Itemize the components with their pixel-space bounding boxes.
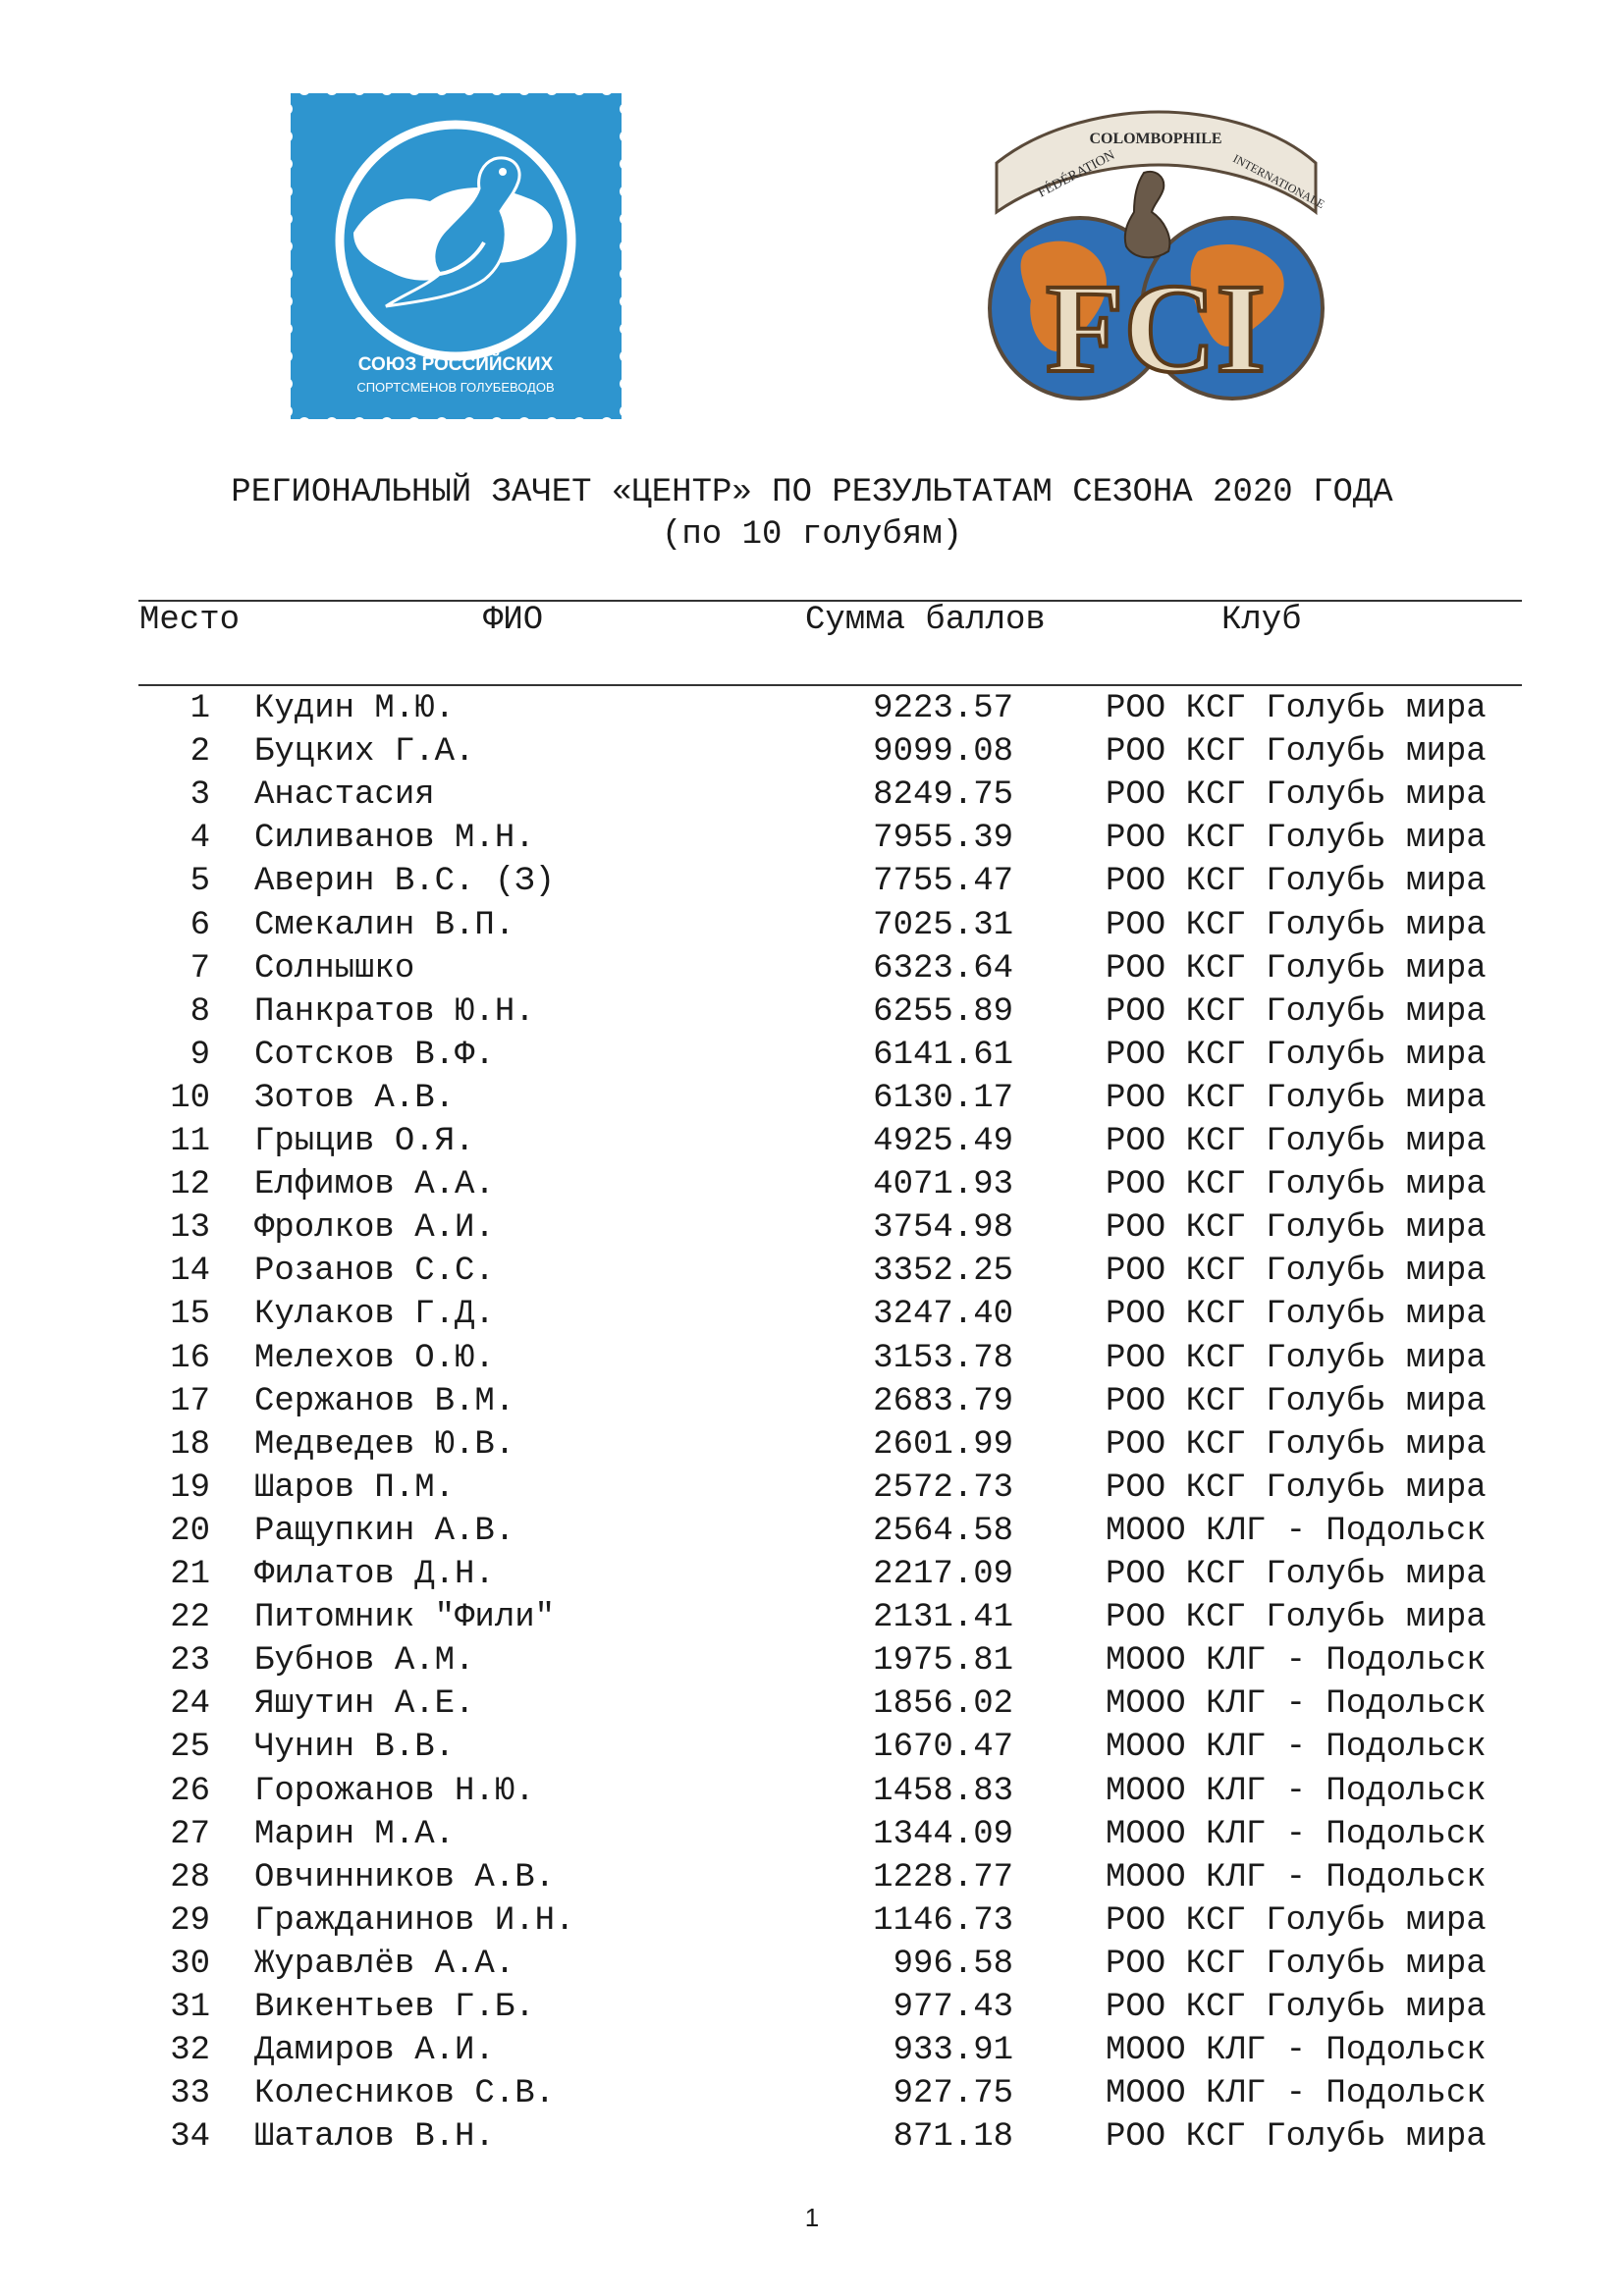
row-name: Панкратов Ю.Н. (254, 992, 535, 1031)
table-row (0, 1899, 1624, 1943)
fci-arc-top: COLOMBOPHILE (1089, 131, 1222, 147)
row-score: 2217.09 (873, 1556, 1013, 1593)
row-place: 30 (170, 1945, 210, 1983)
row-score: 2601.99 (873, 1425, 1013, 1464)
row-club: РОО КСГ Голубь мира (1106, 776, 1487, 815)
table-row (0, 1856, 1624, 1899)
stamp-emblem-icon (283, 85, 629, 427)
table-row (0, 1682, 1624, 1726)
row-club: РОО КСГ Голубь мира (1106, 949, 1487, 988)
row-score: 871.18 (893, 2118, 1013, 2157)
row-name: Силиванов М.Н. (254, 820, 535, 858)
row-name: Бубнов А.М. (254, 1642, 475, 1681)
table-row (0, 2072, 1624, 2115)
row-name: Колесников С.В. (254, 2075, 556, 2113)
row-place: 10 (170, 1079, 210, 1117)
row-name: Дамиров А.И. (254, 2032, 495, 2070)
row-score: 9099.08 (873, 733, 1013, 772)
row-name: Филатов Д.Н. (254, 1556, 495, 1593)
table-row (0, 1250, 1624, 1293)
column-header-place: Место (139, 602, 241, 639)
row-score: 3352.25 (873, 1253, 1013, 1291)
row-place: 5 (189, 863, 210, 901)
row-club: РОО КСГ Голубь мира (1106, 1166, 1487, 1204)
row-score: 1856.02 (873, 1685, 1013, 1724)
row-name: Мелехов О.Ю. (254, 1339, 495, 1377)
row-place: 19 (170, 1468, 210, 1507)
table-row (0, 1510, 1624, 1553)
row-place: 6 (189, 906, 210, 944)
table-row (0, 1206, 1624, 1250)
table-row (0, 1726, 1624, 1769)
row-club: РОО КСГ Голубь мира (1106, 820, 1487, 858)
row-score: 4071.93 (873, 1166, 1013, 1204)
row-name: Смекалин В.П. (254, 906, 515, 944)
row-club: РОО КСГ Голубь мира (1106, 1599, 1487, 1637)
row-place: 33 (170, 2075, 210, 2113)
union-name-line1: СОЮЗ РОССИЙСКИХ (357, 354, 554, 375)
table-row (0, 1380, 1624, 1423)
row-score: 1146.73 (873, 1901, 1013, 1940)
row-place: 16 (170, 1339, 210, 1377)
row-name: Журавлёв А.А. (254, 1945, 515, 1983)
row-score: 6255.89 (873, 992, 1013, 1031)
row-place: 7 (189, 949, 210, 988)
row-score: 933.91 (893, 2032, 1013, 2070)
table-row (0, 1034, 1624, 1077)
table-row (0, 947, 1624, 990)
row-place: 17 (170, 1382, 210, 1420)
table-row (0, 990, 1624, 1034)
table-row (0, 1813, 1624, 1856)
row-club: МООО КЛГ - Подольск (1106, 1685, 1487, 1724)
row-club: РОО КСГ Голубь мира (1106, 690, 1487, 727)
row-name: Горожанов Н.Ю. (254, 1772, 535, 1810)
row-club: РОО КСГ Голубь мира (1106, 1253, 1487, 1291)
table-row (0, 1120, 1624, 1163)
row-name: Овчинников А.В. (254, 1858, 556, 1896)
row-score: 1975.81 (873, 1642, 1013, 1681)
row-name: Кулаков Г.Д. (254, 1296, 495, 1334)
row-name: Сотсков В.Ф. (254, 1036, 495, 1074)
row-place: 21 (170, 1556, 210, 1593)
row-score: 1670.47 (873, 1729, 1013, 1767)
row-place: 1 (189, 690, 210, 727)
row-club: РОО КСГ Голубь мира (1106, 1556, 1487, 1593)
row-club: РОО КСГ Голубь мира (1106, 1036, 1487, 1074)
table-row (0, 2029, 1624, 2072)
row-place: 13 (170, 1209, 210, 1248)
row-place: 18 (170, 1425, 210, 1464)
row-club: РОО КСГ Голубь мира (1106, 992, 1487, 1031)
header-rule-bottom (138, 684, 1522, 686)
table-row (0, 1423, 1624, 1467)
union-logo (283, 85, 629, 427)
row-score: 2131.41 (873, 1599, 1013, 1637)
column-header-name: ФИО (483, 602, 544, 639)
row-club: РОО КСГ Голубь мира (1106, 1425, 1487, 1464)
row-score: 1458.83 (873, 1772, 1013, 1810)
row-place: 2 (189, 733, 210, 772)
table-row (0, 1986, 1624, 2029)
row-name: Ращупкин А.В. (254, 1512, 515, 1550)
row-place: 32 (170, 2032, 210, 2070)
row-club: МООО КЛГ - Подольск (1106, 2075, 1487, 2113)
row-score: 996.58 (893, 1945, 1013, 1983)
row-name: Шаров П.М. (254, 1468, 456, 1507)
row-club: РОО КСГ Голубь мира (1106, 733, 1487, 772)
row-score: 6141.61 (873, 1036, 1013, 1074)
column-header-club: Клуб (1221, 602, 1302, 639)
row-name: Кудин М.Ю. (254, 690, 456, 727)
row-club: РОО КСГ Голубь мира (1106, 1901, 1487, 1940)
row-place: 25 (170, 1729, 210, 1767)
row-name: Викентьев Г.Б. (254, 1989, 535, 2026)
row-score: 3754.98 (873, 1209, 1013, 1248)
row-place: 20 (170, 1512, 210, 1550)
row-club: МООО КЛГ - Подольск (1106, 1858, 1487, 1896)
row-club: МООО КЛГ - Подольск (1106, 1729, 1487, 1767)
fci-arc-left: FÉDÉRATION (1035, 147, 1118, 201)
row-name: Солнышко (254, 949, 415, 988)
row-name: Гражданинов И.Н. (254, 1901, 575, 1940)
table-row (0, 1639, 1624, 1682)
row-name: Яшутин А.Е. (254, 1685, 475, 1724)
row-club: РОО КСГ Голубь мира (1106, 2118, 1487, 2157)
document-title: РЕГИОНАЛЬНЫЙ ЗАЧЕТ «ЦЕНТР» ПО РЕЗУЛЬТАТАМ СЕЗОНА 2020 ГОДА (231, 474, 1393, 511)
row-club: РОО КСГ Голубь мира (1106, 1296, 1487, 1334)
row-score: 977.43 (893, 1989, 1013, 2026)
row-club: РОО КСГ Голубь мира (1106, 1339, 1487, 1377)
fci-emblem-icon (987, 104, 1326, 415)
table-row (0, 687, 1624, 730)
row-score: 3247.40 (873, 1296, 1013, 1334)
row-score: 7755.47 (873, 863, 1013, 901)
row-name: Фролков А.И. (254, 1209, 495, 1248)
row-club: МООО КЛГ - Подольск (1106, 1815, 1487, 1853)
row-club: МООО КЛГ - Подольск (1106, 1512, 1487, 1550)
row-place: 24 (170, 1685, 210, 1724)
row-place: 12 (170, 1166, 210, 1204)
row-place: 14 (170, 1253, 210, 1291)
table-row (0, 1467, 1624, 1510)
union-name-line2: СПОРТСМЕНОВ ГОЛУБЕВОДОВ (356, 380, 555, 395)
fci-arc-right: INTERNATIONALE (1230, 151, 1326, 212)
row-name: Елфимов А.А. (254, 1166, 495, 1204)
row-place: 27 (170, 1815, 210, 1853)
row-place: 26 (170, 1772, 210, 1810)
table-row (0, 1337, 1624, 1380)
row-club: РОО КСГ Голубь мира (1106, 906, 1487, 944)
row-place: 9 (189, 1036, 210, 1074)
row-place: 34 (170, 2118, 210, 2157)
row-name: Грыцив О.Я. (254, 1123, 475, 1160)
row-name: Анастасия (254, 776, 435, 815)
fci-monogram: FCI (1046, 258, 1266, 400)
table-row (0, 1293, 1624, 1336)
row-score: 7955.39 (873, 820, 1013, 858)
row-name: Питомник "Фили" (254, 1599, 556, 1637)
row-score: 927.75 (893, 2075, 1013, 2113)
row-name: Аверин В.С. (З) (254, 863, 556, 901)
row-name: Буцких Г.А. (254, 733, 475, 772)
row-club: МООО КЛГ - Подольск (1106, 1772, 1487, 1810)
row-club: РОО КСГ Голубь мира (1106, 1209, 1487, 1248)
row-club: РОО КСГ Голубь мира (1106, 863, 1487, 901)
table-row (0, 1553, 1624, 1596)
row-club: РОО КСГ Голубь мира (1106, 1945, 1487, 1983)
row-score: 2572.73 (873, 1468, 1013, 1507)
table-row (0, 904, 1624, 947)
column-header-score: Сумма баллов (805, 602, 1046, 639)
row-place: 29 (170, 1901, 210, 1940)
row-place: 11 (170, 1123, 210, 1160)
row-place: 8 (189, 992, 210, 1031)
row-place: 23 (170, 1642, 210, 1681)
row-name: Чунин В.В. (254, 1729, 456, 1767)
document-subtitle: (по 10 голубям) (661, 516, 963, 554)
row-score: 2564.58 (873, 1512, 1013, 1550)
table-row (0, 774, 1624, 817)
row-name: Медведев Ю.В. (254, 1425, 515, 1464)
row-place: 22 (170, 1599, 210, 1637)
row-name: Сержанов В.М. (254, 1382, 515, 1420)
row-score: 7025.31 (873, 906, 1013, 944)
row-name: Зотов А.В. (254, 1079, 456, 1117)
row-score: 2683.79 (873, 1382, 1013, 1420)
table-row (0, 1770, 1624, 1813)
row-score: 6130.17 (873, 1079, 1013, 1117)
table-row (0, 2115, 1624, 2159)
row-club: РОО КСГ Голубь мира (1106, 1989, 1487, 2026)
row-club: РОО КСГ Голубь мира (1106, 1382, 1487, 1420)
row-club: РОО КСГ Голубь мира (1106, 1079, 1487, 1117)
page-number: 1 (804, 2203, 820, 2232)
row-score: 3153.78 (873, 1339, 1013, 1377)
table-row (0, 1596, 1624, 1639)
row-place: 15 (170, 1296, 210, 1334)
fci-logo (987, 104, 1326, 415)
row-score: 4925.49 (873, 1123, 1013, 1160)
row-score: 9223.57 (873, 690, 1013, 727)
row-place: 4 (189, 820, 210, 858)
table-row (0, 1163, 1624, 1206)
row-club: РОО КСГ Голубь мира (1106, 1123, 1487, 1160)
row-club: РОО КСГ Голубь мира (1106, 1468, 1487, 1507)
row-name: Марин М.А. (254, 1815, 456, 1853)
table-row (0, 1077, 1624, 1120)
row-score: 6323.64 (873, 949, 1013, 988)
row-name: Шаталов В.Н. (254, 2118, 495, 2157)
table-row (0, 817, 1624, 860)
table-row (0, 1943, 1624, 1986)
row-place: 28 (170, 1858, 210, 1896)
table-row (0, 860, 1624, 903)
row-score: 1344.09 (873, 1815, 1013, 1853)
row-place: 31 (170, 1989, 210, 2026)
table-row (0, 730, 1624, 774)
row-score: 8249.75 (873, 776, 1013, 815)
row-club: МООО КЛГ - Подольск (1106, 2032, 1487, 2070)
row-name: Розанов С.С. (254, 1253, 495, 1291)
row-club: МООО КЛГ - Подольск (1106, 1642, 1487, 1681)
row-place: 3 (189, 776, 210, 815)
row-score: 1228.77 (873, 1858, 1013, 1896)
